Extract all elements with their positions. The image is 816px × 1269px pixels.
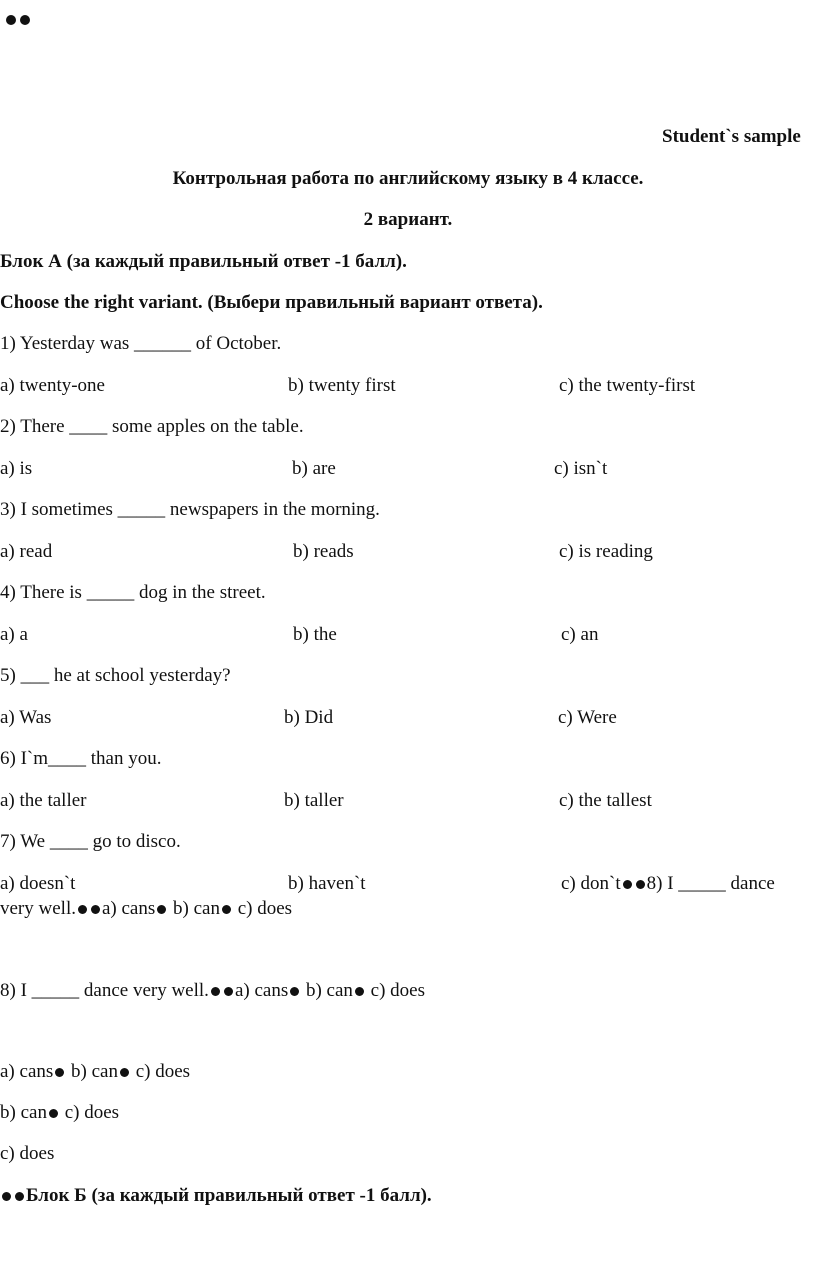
question-2: 2) There ____ some apples on the table.	[0, 416, 304, 437]
option-1c: c) the twenty-first	[559, 375, 696, 396]
option-8c: c) does	[0, 1143, 55, 1164]
bullet-icon	[290, 987, 299, 996]
question-5: 5) ___ he at school yesterday?	[0, 665, 231, 686]
bullet-icon	[623, 880, 632, 889]
option-5c: c) Were	[558, 707, 617, 728]
garbled-line-2	[0, 1061, 190, 1084]
student-sample-label: Student`s sample	[662, 126, 801, 147]
option-6a: a) the taller	[0, 790, 87, 811]
question-3: 3) I sometimes _____ newspapers in the morning.	[0, 499, 380, 520]
option-8c: c) does	[135, 1061, 191, 1082]
bullet-icon	[222, 905, 231, 914]
bullet-icon	[91, 905, 100, 914]
option-8c: c) does	[237, 898, 293, 919]
variant-label: 2 вариант.	[363, 209, 453, 230]
option-8c: c) does	[64, 1102, 120, 1123]
bullet-icon	[636, 880, 645, 889]
block-b-heading: Блок Б (за каждый правильный ответ -1 балл).	[26, 1185, 432, 1206]
bullet-icon	[120, 1068, 129, 1077]
option-7c: c) don`t	[561, 873, 621, 894]
bullet-icon	[49, 1109, 58, 1118]
option-8a: a) cans	[101, 898, 156, 919]
question-4: 4) There is _____ dog in the street.	[0, 582, 266, 603]
option-8c: c) does	[370, 980, 426, 1001]
option-5a: a) Was	[0, 707, 52, 728]
question-6: 6) I`m____ than you.	[0, 748, 162, 769]
garbled-line-1	[0, 898, 292, 921]
garbled-line-4	[0, 1143, 54, 1166]
option-8a: a) cans	[234, 980, 289, 1001]
option-8b: b) can	[173, 898, 220, 919]
bullet-icon	[78, 905, 87, 914]
bullet-icon	[55, 1068, 64, 1077]
question-8: 8) I _____ dance very well.	[0, 980, 209, 1001]
option-1b: b) twenty first	[288, 375, 396, 396]
option-3c: c) is reading	[559, 541, 653, 562]
bullet-icon	[211, 987, 220, 996]
option-4b: b) the	[293, 624, 337, 645]
test-title: Контрольная работа по английскому языку в 4 классе.	[172, 168, 644, 189]
question-8-line	[0, 980, 425, 1003]
bullet-icon	[2, 1192, 11, 1201]
bullet-icon	[355, 987, 364, 996]
question-1: 1) Yesterday was ______ of October.	[0, 333, 282, 354]
instruction: Choose the right variant. (Выбери правильный вариант ответа).	[0, 292, 543, 313]
option-1a: a) twenty-one	[0, 375, 105, 396]
option-2a: a) is	[0, 458, 33, 479]
option-6c: c) the tallest	[559, 790, 652, 811]
bullet-icon	[157, 905, 166, 914]
option-5b: b) Did	[284, 707, 334, 728]
option-8b: b) can	[305, 980, 353, 1001]
block-b-line	[0, 1185, 432, 1208]
very-well-text: very well.	[0, 898, 76, 919]
bullet-icon	[20, 15, 30, 25]
option-8b: b) can	[71, 1061, 118, 1082]
option-8a: a) cans	[0, 1061, 54, 1082]
option-6b: b) taller	[284, 790, 344, 811]
bullet-dots	[4, 8, 32, 30]
question-8-fragment: 8) I _____ dance	[646, 873, 775, 894]
option-7b: b) haven`t	[288, 873, 366, 894]
option-7c-line	[561, 873, 775, 896]
option-3b: b) reads	[293, 541, 354, 562]
option-7a: a) doesn`t	[0, 873, 76, 894]
question-7: 7) We ____ go to disco.	[0, 831, 181, 852]
option-3a: a) read	[0, 541, 53, 562]
bullet-icon	[6, 15, 16, 25]
bullet-icon	[15, 1192, 24, 1201]
garbled-line-3	[0, 1102, 119, 1125]
block-a-heading: Блок А (за каждый правильный ответ -1 балл).	[0, 251, 407, 272]
option-2c: c) isn`t	[554, 458, 608, 479]
option-8b: b) can	[0, 1102, 47, 1123]
option-4c: c) an	[561, 624, 599, 645]
bullet-icon	[224, 987, 233, 996]
option-4a: a) a	[0, 624, 28, 645]
option-2b: b) are	[292, 458, 336, 479]
